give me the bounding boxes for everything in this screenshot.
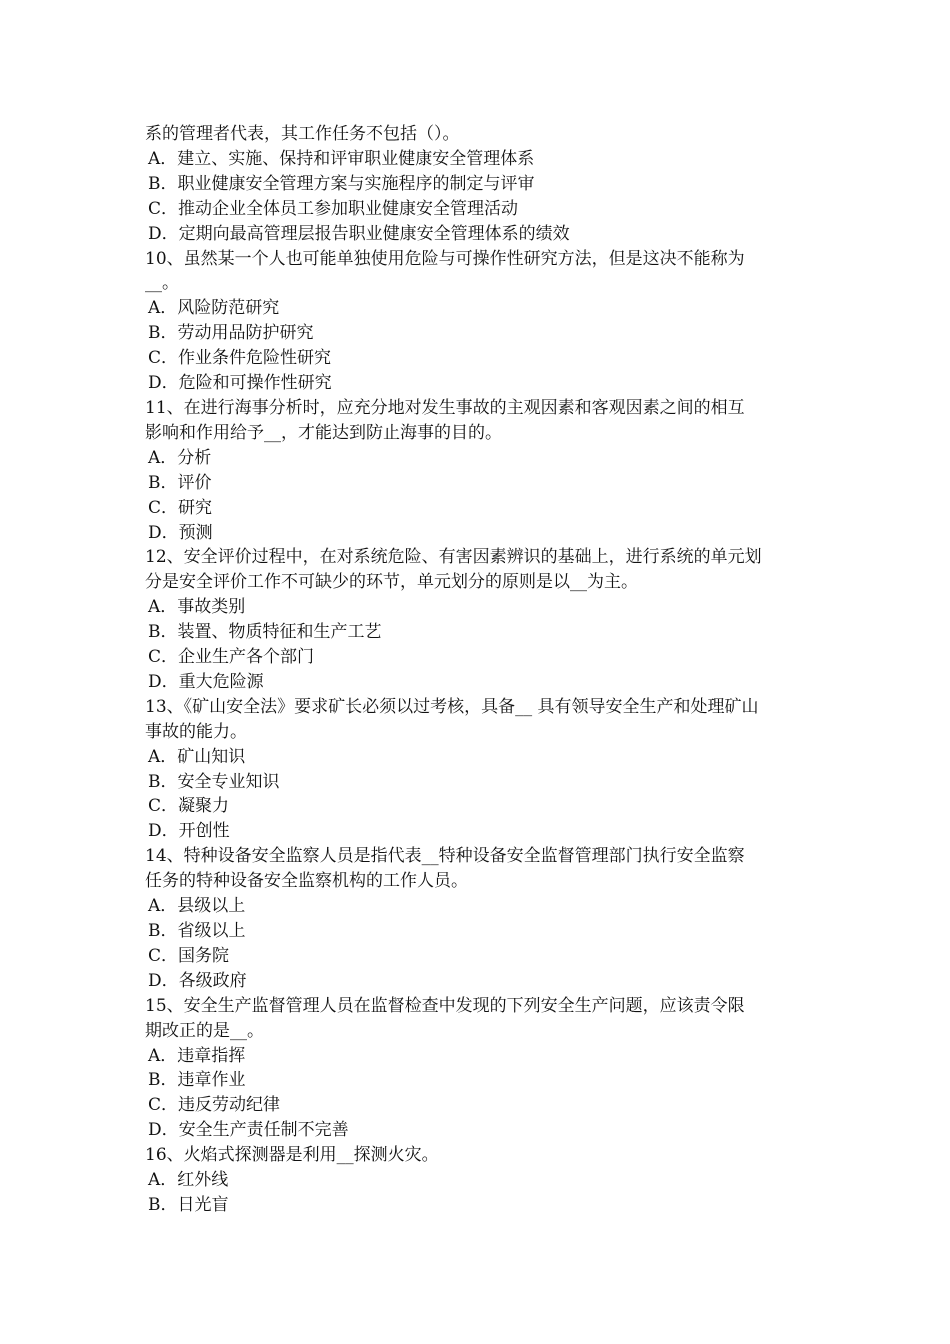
option-a: A．建立、实施、保持和评审职业健康安全管理体系 — [148, 148, 535, 169]
question-text: 13、《矿山安全法》要求矿长必须以过考核，具备__ 具有领导安全生产和处理矿山 — [145, 696, 759, 717]
option-c: C．凝聚力 — [148, 796, 230, 817]
question-text: 影响和作用给予__，才能达到防止海事的目的。 — [145, 422, 502, 443]
question-10 — [145, 247, 810, 396]
option-a: A．红外线 — [148, 1170, 229, 1191]
option-a: A．风险防范研究 — [148, 298, 280, 319]
option-c: C．企业生产各个部门 — [148, 647, 315, 668]
option-d: D．安全生产责任制不完善 — [148, 1120, 349, 1141]
option-a: A．事故类别 — [148, 597, 246, 618]
question-text: 分是安全评价工作不可缺少的环节，单元划分的原则是以__为主。 — [145, 572, 638, 593]
question-text: 16、火焰式探测器是利用__探测火灾。 — [145, 1145, 439, 1166]
document-page — [145, 122, 810, 1218]
question-text: 系的管理者代表，其工作任务不包括（）。 — [145, 124, 460, 144]
question-text: 14、特种设备安全监察人员是指代表__特种设备安全监督管理部门执行安全监察 — [145, 846, 745, 867]
option-a: A．违章指挥 — [148, 1045, 246, 1066]
option-c: C．国务院 — [148, 945, 230, 966]
option-b: B．安全专业知识 — [148, 771, 280, 792]
question-16 — [145, 1143, 810, 1218]
option-b: B．评价 — [148, 472, 212, 493]
question-12 — [145, 545, 810, 694]
question-text: 15、安全生产监督管理人员在监督检查中发现的下列安全生产问题，应该责令限 — [145, 995, 745, 1016]
question-text: 11、在进行海事分析时，应充分地对发生事故的主观因素和客观因素之间的相互 — [145, 397, 745, 418]
option-c: C．违反劳动纪律 — [148, 1095, 281, 1116]
option-b: B．日光盲 — [148, 1194, 229, 1215]
option-d: D．预测 — [148, 522, 213, 543]
option-d: D．各级政府 — [148, 970, 247, 991]
option-b: B．职业健康安全管理方案与实施程序的制定与评审 — [148, 173, 535, 194]
question-text: 事故的能力。 — [145, 721, 247, 742]
question-14 — [145, 844, 810, 993]
option-d: D．开创性 — [148, 821, 230, 842]
option-d: D．重大危险源 — [148, 671, 264, 692]
option-b: B．违章作业 — [148, 1070, 246, 1091]
option-a: A．矿山知识 — [148, 746, 246, 767]
question-text: 任务的特种设备安全监察机构的工作人员。 — [145, 871, 468, 892]
option-b: B．劳动用品防护研究 — [148, 323, 314, 344]
question-text: __。 — [145, 273, 179, 294]
option-d: D．定期向最高管理层报告职业健康安全管理体系的绩效 — [148, 223, 570, 244]
option-a: A．县级以上 — [148, 896, 246, 917]
question-lead — [145, 122, 810, 247]
question-11 — [145, 396, 810, 545]
option-c: C．研究 — [148, 497, 213, 518]
option-c: C．推动企业全体员工参加职业健康安全管理活动 — [148, 198, 519, 219]
option-b: B．装置、物质特征和生产工艺 — [148, 622, 382, 643]
question-text: 12、安全评价过程中，在对系统危险、有害因素辨识的基础上，进行系统的单元划 — [145, 547, 762, 568]
option-a: A．分析 — [148, 447, 212, 468]
option-d: D．危险和可操作性研究 — [148, 373, 332, 394]
question-15 — [145, 994, 810, 1143]
option-b: B．省级以上 — [148, 921, 246, 941]
question-13 — [145, 695, 810, 844]
option-c: C．作业条件危险性研究 — [148, 348, 332, 369]
question-text: 期改正的是__。 — [145, 1020, 264, 1041]
question-text: 10、虽然某一个人也可能单独使用危险与可操作性研究方法，但是这决不能称为 — [145, 248, 745, 269]
